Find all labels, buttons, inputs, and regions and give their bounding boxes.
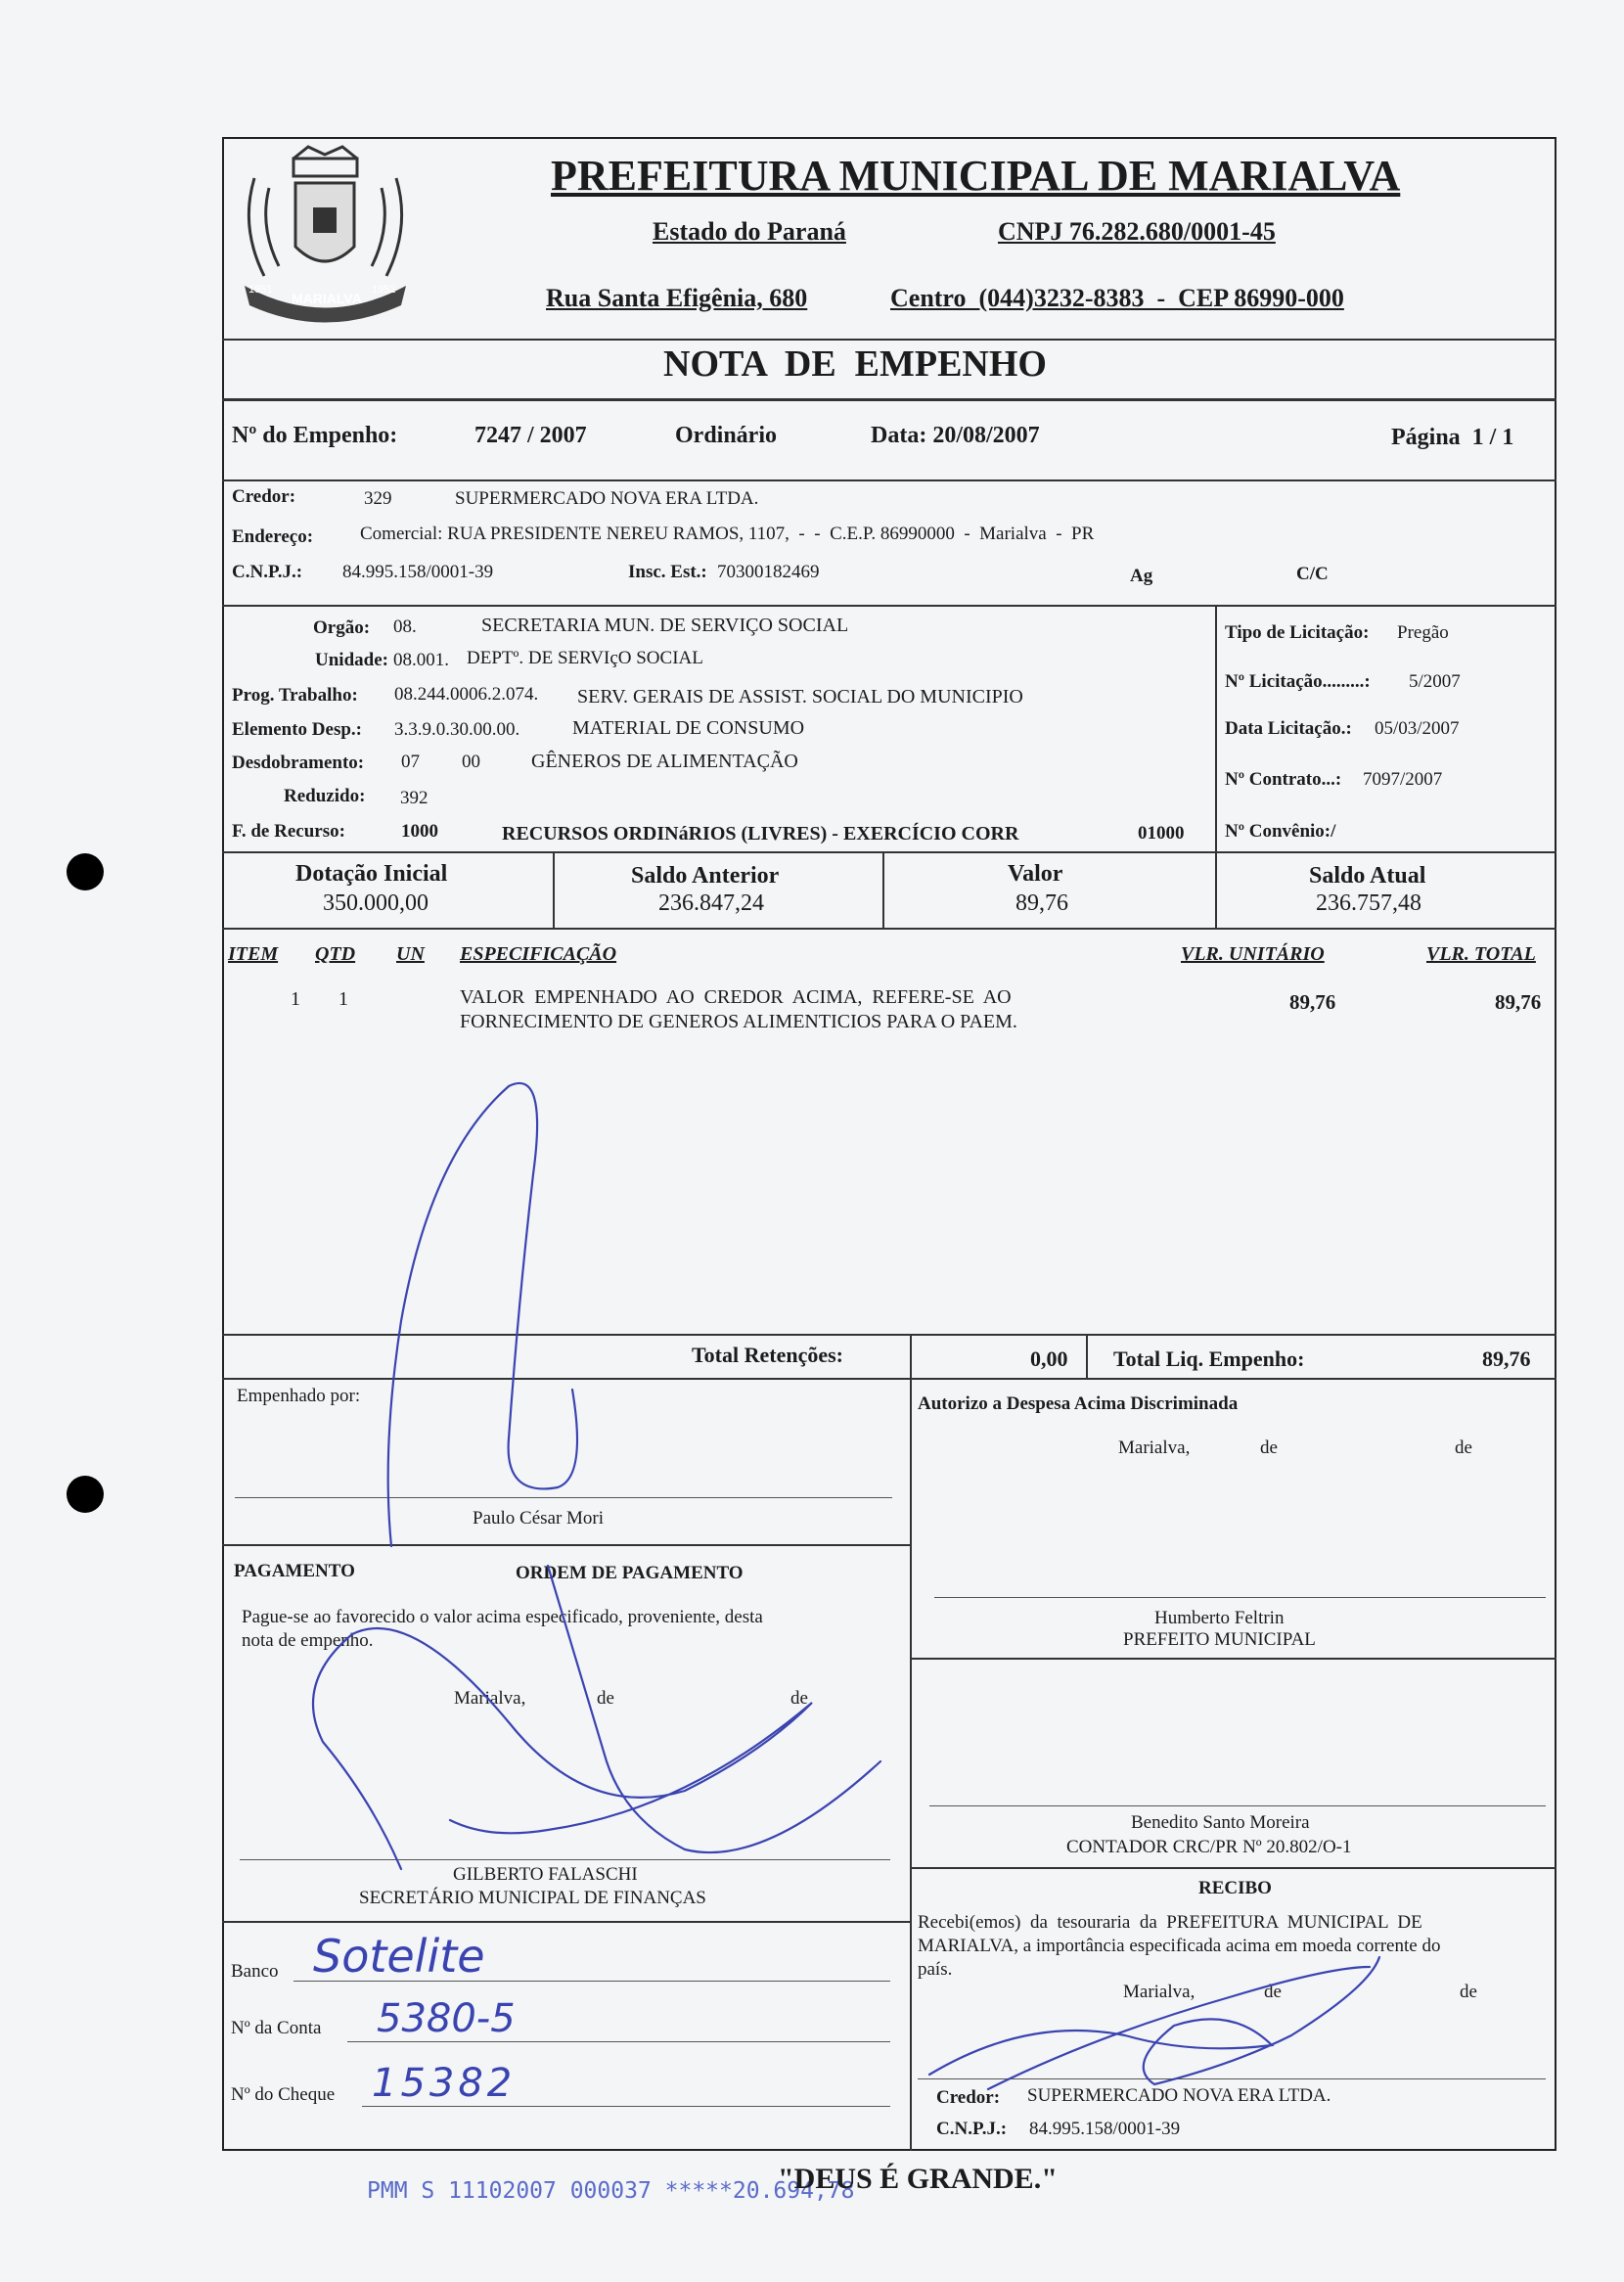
orgao-value: 08. [393,616,417,637]
contador-title: CONTADOR CRC/PR Nº 20.802/O-1 [1066,1837,1352,1857]
empenhado-label: Empenhado por: [237,1386,361,1406]
desdobramento-a: 07 [401,752,420,772]
address-label: Endereço: [232,526,314,547]
total-retencoes-value: 0,00 [1030,1346,1068,1371]
payment-stamp: PMM S 11102007 000037 *****20.694,78 [367,2178,855,2204]
convenio-label: Nº Convênio:/ [1225,821,1336,842]
street-address: Rua Santa Efigênia, 680 [546,284,808,312]
recibo-text-line2: MARIALVA, a importância especificada acima em moeda corrente do [918,1936,1441,1956]
reduzido-label: Reduzido: [284,786,366,806]
insc-value: 70300182469 [717,562,820,582]
state-name: Estado do Paraná [653,217,846,246]
municipality-title: PREFEITURA MUNICIPAL DE MARIALVA [551,152,1401,200]
secretario-title: SECRETÁRIO MUNICIPAL DE FINANÇAS [359,1888,706,1908]
licitacao-numero-label: Nº Licitação.........: [1225,671,1371,692]
elemento-value: 3.3.9.0.30.00.00. [394,719,520,740]
recibo-de1: de [1264,1982,1282,2002]
licitacao-numero: 5/2007 [1409,671,1461,692]
item-total-value: 89,76 [1495,990,1542,1014]
unidade-value: 08.001. [393,650,449,670]
prefeito-name: Humberto Feltrin [1154,1608,1285,1628]
item-number: 1 [291,988,300,1010]
recibo-credor-label: Credor: [936,2087,1001,2108]
cheque-label: Nº do Cheque [231,2084,336,2105]
recurso-name: RECURSOS ORDINáRIOS (LIVRES) - EXERCÍCIO CORR [502,823,1019,844]
recibo-de2: de [1460,1982,1477,2002]
orgao-label: Orgão: [313,617,371,638]
empenhado-name: Paulo César Mori [473,1508,605,1529]
insc-label: Insc. Est.: [628,562,707,582]
ag-label: Ag [1130,566,1153,586]
prog-value: 08.244.0006.2.074. [394,684,539,705]
dotacao-value: 350.000,00 [323,890,429,916]
contrato-value: 7097/2007 [1363,769,1443,790]
crest-text: MARIALVA [292,291,362,306]
recurso-label: F. de Recurso: [232,821,345,842]
valor-label: Valor [1008,861,1063,887]
pagamento-de2: de [790,1688,808,1709]
empenho-type: Ordinário [675,423,778,448]
credor-label: Credor: [232,486,296,507]
recibo-cnpj-label: C.N.P.J.: [936,2119,1008,2139]
prefeito-title: PREFEITO MUNICIPAL [1123,1629,1316,1650]
item-desc-line1: VALOR EMPENHADO AO CREDOR ACIMA, REFERE-SE AO [460,986,1012,1008]
empenho-number: 7247 / 2007 [474,423,587,448]
recibo-label: RECIBO [1198,1878,1272,1898]
col-especificacao: ESPECIFICAÇÃO [460,943,617,965]
pagamento-text-line2: nota de empenho. [242,1630,374,1651]
elemento-name: MATERIAL DE CONSUMO [572,717,805,739]
elemento-label: Elemento Desp.: [232,719,362,740]
autorizo-city: Marialva, [1118,1438,1191,1458]
orgao-name: SECRETARIA MUN. DE SERVIÇO SOCIAL [481,615,849,636]
cheque-value[interactable]: 15382 [372,2061,517,2106]
licitacao-data-label: Data Licitação.: [1225,718,1352,739]
desdobramento-name: GÊNEROS DE ALIMENTAÇÃO [531,751,798,772]
recurso-code: 01000 [1138,823,1185,844]
col-vlr-unitario: VLR. UNITÁRIO [1181,943,1325,965]
cc-label: C/C [1296,564,1329,584]
licitacao-tipo-label: Tipo de Licitação: [1225,622,1370,643]
credor-address: Comercial: RUA PRESIDENTE NEREU RAMOS, 1107, - - C.E.P. 86990000 - Marialva - PR [360,524,1095,544]
recibo-text-line3: país. [918,1959,953,1980]
licitacao-tipo: Pregão [1397,622,1449,643]
col-item: ITEM [228,943,279,965]
contrato-label: Nº Contrato...: [1225,769,1342,790]
credor-code: 329 [364,488,392,509]
prog-label: Prog. Trabalho: [232,685,358,706]
credor-name: SUPERMERCADO NOVA ERA LTDA. [455,488,759,509]
conta-label: Nº da Conta [231,2018,322,2038]
autorizo-label: Autorizo a Despesa Acima Discriminada [918,1393,1239,1414]
crest-year-left: 1951 [248,284,273,296]
desdobramento-b: 00 [462,752,480,772]
col-qtd: QTD [315,943,356,965]
col-vlr-total: VLR. TOTAL [1426,943,1536,965]
secretario-name: GILBERTO FALASCHI [453,1864,638,1885]
recibo-city: Marialva, [1123,1982,1195,2002]
municipality-cnpj: CNPJ 76.282.680/0001-45 [998,217,1276,246]
district-phone-cep: Centro (044)3232-8383 - CEP 86990-000 [890,284,1344,312]
banco-value[interactable]: Sotelite [313,1930,485,1983]
recibo-credor-name: SUPERMERCADO NOVA ERA LTDA. [1027,2085,1331,2106]
saldo-atual-value: 236.757,48 [1316,890,1421,916]
footer-motto: "DEUS É GRANDE." [778,2163,1058,2195]
unidade-name: DEPTº. DE SERVIçO SOCIAL [467,648,703,668]
item-unit-value: 89,76 [1289,990,1336,1014]
crest-year-right: 1952 [372,284,396,296]
desdobramento-label: Desdobramento: [232,753,365,773]
item-qtd: 1 [338,988,348,1010]
pagamento-city: Marialva, [454,1688,526,1709]
conta-value[interactable]: 5380-5 [377,1996,516,2041]
document-title: NOTA DE EMPENHO [663,343,1047,385]
valor-value: 89,76 [1015,890,1068,916]
autorizo-de2: de [1455,1438,1472,1458]
contador-name: Benedito Santo Moreira [1131,1812,1310,1833]
ordem-pagamento-label: ORDEM DE PAGAMENTO [516,1563,744,1583]
recurso-value: 1000 [401,821,438,842]
pagamento-de1: de [597,1688,614,1709]
pagamento-label: PAGAMENTO [234,1561,355,1581]
total-liq-label: Total Liq. Empenho: [1113,1346,1305,1371]
municipal-crest [235,139,416,335]
total-retencoes-label: Total Retenções: [692,1343,843,1367]
licitacao-data: 05/03/2007 [1375,718,1460,739]
unidade-label: Unidade: [315,650,388,670]
autorizo-de1: de [1260,1438,1278,1458]
saldo-anterior-label: Saldo Anterior [631,863,780,889]
item-desc-line2: FORNECIMENTO DE GENEROS ALIMENTICIOS PARA O PAEM. [460,1011,1017,1032]
recibo-cnpj: 84.995.158/0001-39 [1029,2119,1181,2139]
recibo-text-line1: Recebi(emos) da tesouraria da PREFEITURA MUNICIPAL DE [918,1912,1422,1933]
punch-hole-top [67,853,104,890]
col-un: UN [396,943,425,965]
credor-cnpj-label: C.N.P.J.: [232,562,303,582]
banco-label: Banco [231,1961,279,1982]
credor-cnpj: 84.995.158/0001-39 [342,562,494,582]
page-number: Página 1 / 1 [1391,425,1514,450]
prog-name: SERV. GERAIS DE ASSIST. SOCIAL DO MUNICIPIO [577,686,1023,707]
saldo-atual-label: Saldo Atual [1309,863,1426,889]
total-liq-value: 89,76 [1482,1346,1531,1371]
reduzido-value: 392 [400,788,429,808]
empenho-number-label: Nº do Empenho: [232,423,398,448]
punch-hole-bottom [67,1476,104,1513]
empenho-date: Data: 20/08/2007 [871,423,1040,448]
dotacao-label: Dotação Inicial [295,861,448,887]
saldo-anterior-value: 236.847,24 [658,890,764,916]
pagamento-text-line1: Pague-se ao favorecido o valor acima especificado, proveniente, desta [242,1607,763,1627]
